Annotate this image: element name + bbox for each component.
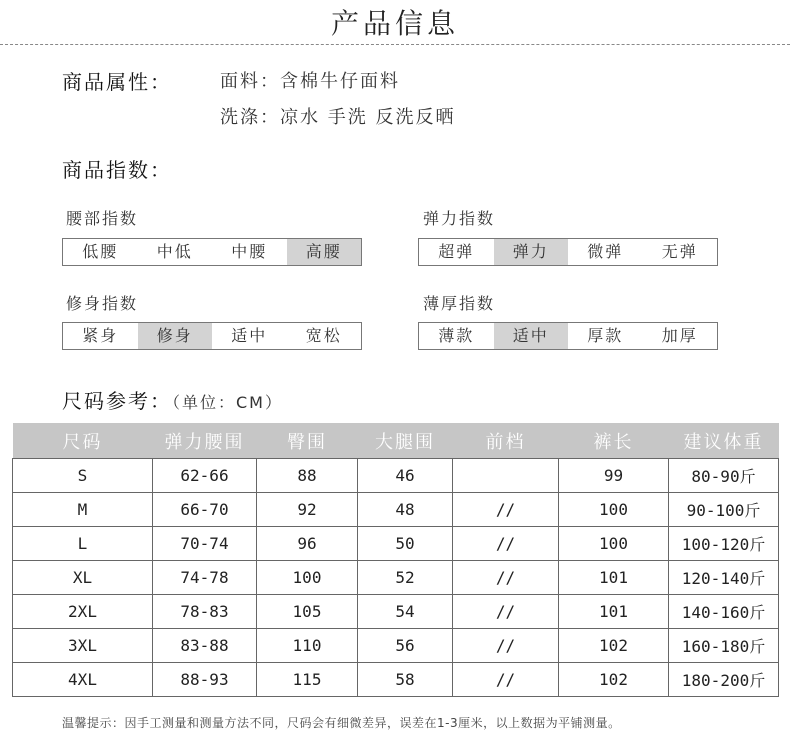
elastic-index-scale xyxy=(418,238,718,266)
table-row xyxy=(13,663,779,697)
fit-option: 宽松 xyxy=(305,326,342,345)
table-cell: 54 xyxy=(358,595,453,629)
table-cell: 83-88 xyxy=(153,629,257,663)
wash-text: 洗涤：凉水 手洗 反洗反晒 xyxy=(220,107,456,128)
size-column-header: 尺码 xyxy=(13,423,153,459)
table-cell: // xyxy=(453,663,559,697)
table-cell: 120-140斤 xyxy=(669,561,779,595)
table-cell: 99 xyxy=(559,459,669,493)
size-ref-unit: （单位：CM） xyxy=(172,393,283,412)
table-cell: 2XL xyxy=(13,595,153,629)
table-cell: 140-160斤 xyxy=(669,595,779,629)
table-cell: 66-70 xyxy=(153,493,257,527)
table-cell: 90-100斤 xyxy=(669,493,779,527)
thickness-index-label: 薄厚指数 xyxy=(423,294,496,313)
elastic-index-label: 弹力指数 xyxy=(423,209,496,228)
table-cell: // xyxy=(453,493,559,527)
size-column-header: 臀围 xyxy=(257,423,358,459)
thickness-index-scale xyxy=(418,322,718,350)
table-cell: 4XL xyxy=(13,663,153,697)
waist-index-label: 腰部指数 xyxy=(66,209,139,228)
table-cell: 50 xyxy=(358,527,453,561)
fabric-text: 面料：含棉牛仔面料 xyxy=(220,71,400,92)
table-cell: 115 xyxy=(257,663,358,697)
title-divider xyxy=(0,44,790,45)
elastic-option: 弹力 xyxy=(494,239,569,265)
table-cell: 56 xyxy=(358,629,453,663)
table-cell xyxy=(453,459,559,493)
thickness-option: 厚款 xyxy=(587,326,624,345)
waist-option: 中腰 xyxy=(231,242,268,261)
page-title: 产品信息 xyxy=(330,7,459,40)
table-cell: 180-200斤 xyxy=(669,663,779,697)
thickness-option: 加厚 xyxy=(661,326,698,345)
table-cell: 78-83 xyxy=(153,595,257,629)
table-cell: 110 xyxy=(257,629,358,663)
measurement-note: 温馨提示：因手工测量和测量方法不同，尺码会有细微差异，误差在1-3厘米，以上数据为平铺测量。 xyxy=(62,716,621,730)
table-cell: S xyxy=(13,459,153,493)
table-row xyxy=(13,527,779,561)
table-cell: 100-120斤 xyxy=(669,527,779,561)
elastic-option: 无弹 xyxy=(661,242,698,261)
size-ref-title: 尺码参考： xyxy=(62,389,172,413)
table-cell: // xyxy=(453,527,559,561)
table-cell: 100 xyxy=(559,527,669,561)
table-cell: // xyxy=(453,561,559,595)
size-column-header: 弹力腰围 xyxy=(153,423,257,459)
waist-option: 低腰 xyxy=(82,242,119,261)
table-cell: 96 xyxy=(257,527,358,561)
fit-option: 紧身 xyxy=(82,326,119,345)
table-cell: 88 xyxy=(257,459,358,493)
table-cell: 48 xyxy=(358,493,453,527)
table-row xyxy=(13,493,779,527)
waist-option: 中低 xyxy=(156,242,193,261)
table-cell: 100 xyxy=(559,493,669,527)
table-cell: L xyxy=(13,527,153,561)
table-row xyxy=(13,561,779,595)
table-cell: 70-74 xyxy=(153,527,257,561)
table-cell: 105 xyxy=(257,595,358,629)
fit-index-scale xyxy=(62,322,362,350)
table-cell: 3XL xyxy=(13,629,153,663)
elastic-option: 超弹 xyxy=(438,242,475,261)
table-cell: 52 xyxy=(358,561,453,595)
table-cell: 62-66 xyxy=(153,459,257,493)
size-table-body xyxy=(13,459,779,697)
table-cell: // xyxy=(453,629,559,663)
size-column-header: 建议体重 xyxy=(669,423,779,459)
table-cell: 102 xyxy=(559,663,669,697)
table-cell: 74-78 xyxy=(153,561,257,595)
table-row xyxy=(13,629,779,663)
table-cell: XL xyxy=(13,561,153,595)
table-cell: 101 xyxy=(559,595,669,629)
waist-index-scale xyxy=(62,238,362,266)
size-column-header: 前档 xyxy=(453,423,559,459)
fit-index-label: 修身指数 xyxy=(66,294,139,313)
thickness-option: 适中 xyxy=(494,323,569,349)
waist-option: 高腰 xyxy=(287,239,362,265)
table-row xyxy=(13,595,779,629)
table-cell: 102 xyxy=(559,629,669,663)
fit-option: 适中 xyxy=(231,326,268,345)
size-column-header: 裤长 xyxy=(559,423,669,459)
fit-option: 修身 xyxy=(138,323,213,349)
attributes-heading: 商品属性： xyxy=(62,70,172,94)
table-row xyxy=(13,459,779,493)
table-cell: M xyxy=(13,493,153,527)
table-cell: 58 xyxy=(358,663,453,697)
table-cell: 46 xyxy=(358,459,453,493)
thickness-option: 薄款 xyxy=(438,326,475,345)
size-ref-heading xyxy=(62,385,283,414)
index-heading: 商品指数： xyxy=(62,158,172,182)
size-table xyxy=(12,423,779,697)
table-cell: 101 xyxy=(559,561,669,595)
table-cell: 100 xyxy=(257,561,358,595)
table-cell: // xyxy=(453,595,559,629)
size-column-header: 大腿围 xyxy=(358,423,453,459)
table-cell: 88-93 xyxy=(153,663,257,697)
table-cell: 160-180斤 xyxy=(669,629,779,663)
table-cell: 92 xyxy=(257,493,358,527)
elastic-option: 微弹 xyxy=(587,242,624,261)
size-table-header xyxy=(13,423,779,459)
table-cell: 80-90斤 xyxy=(669,459,779,493)
